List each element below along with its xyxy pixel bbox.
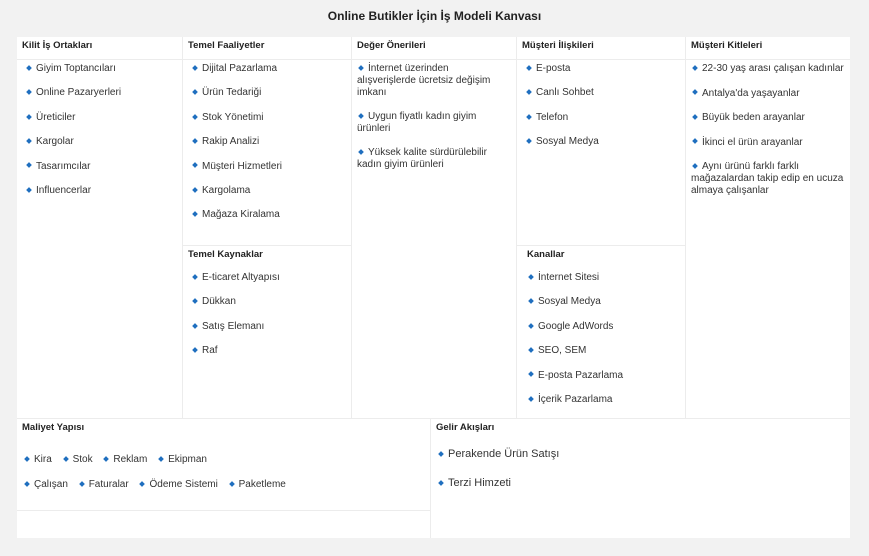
bullet-icon [358, 113, 364, 119]
list-item: Kargolar [25, 136, 176, 148]
bullet-icon [192, 163, 198, 169]
bullet-icon [692, 139, 698, 145]
list-item: Müşteri Hizmetleri [191, 161, 345, 173]
bullet-icon [192, 138, 198, 144]
canvas-title: Online Butikler İçin İş Modeli Kanvası [327, 9, 542, 23]
bullet-icon [192, 114, 198, 120]
bullet-icon [528, 372, 534, 378]
bullet-icon [26, 114, 32, 120]
bullet-icon [438, 451, 444, 457]
list-item: 22-30 yaş arası çalışan kadınlar [691, 63, 844, 75]
bullet-icon [26, 89, 32, 95]
list-item: Aynı ürünü farklı farklı mağazalardan takip edip en ucuza almaya çalışanlar [691, 161, 844, 196]
bullet-icon [526, 114, 532, 120]
cost-structure-heading: Maliyet Yapısı [22, 422, 85, 433]
block-revenue-streams [430, 418, 850, 538]
key-activities-list [191, 63, 345, 234]
block-key-partners [17, 37, 182, 418]
block-key-activities [182, 37, 351, 245]
list-item: Yüksek kalite sürdürülebilir kadın giyim ürünleri [357, 147, 487, 170]
block-customer-relationships [516, 37, 685, 245]
list-item: Terzi Himzeti [437, 476, 559, 505]
bullet-icon [192, 347, 198, 353]
business-model-canvas [17, 37, 850, 538]
channels-heading: Kanallar [527, 249, 565, 260]
bullet-icon [358, 149, 364, 155]
customer-relationships-list [525, 63, 679, 161]
list-item: Paketleme [228, 479, 286, 490]
channels-list [527, 272, 679, 418]
value-propositions-list [357, 63, 510, 183]
bullet-icon [438, 480, 444, 486]
list-item: Google AdWords [527, 321, 679, 333]
list-item: Stok [62, 454, 93, 465]
bullet-icon [192, 187, 198, 193]
block-customer-segments [685, 37, 850, 418]
bullet-icon [140, 481, 146, 487]
bullet-icon [692, 163, 698, 169]
block-value-propositions [351, 37, 516, 418]
list-item: Üreticiler [25, 112, 176, 124]
key-resources-list [191, 272, 345, 370]
list-item: Reklam [102, 454, 147, 465]
bullet-icon [24, 456, 30, 462]
list-item: Ürün Tedariği [191, 87, 345, 99]
bullet-icon [692, 114, 698, 120]
list-item: Sosyal Medya [525, 136, 679, 148]
value-propositions-heading: Değer Önerileri [357, 40, 426, 51]
list-item: İnternet Sitesi [527, 272, 679, 284]
customer-segments-list [691, 63, 844, 210]
list-item: SEO, SEM [527, 345, 679, 357]
list-item: E-posta [525, 63, 679, 75]
key-resources-heading: Temel Kaynaklar [188, 249, 263, 260]
list-item: Rakip Analizi [191, 136, 345, 148]
bullet-icon [26, 138, 32, 144]
customer-segments-heading: Müşteri Kitleleri [691, 40, 763, 51]
bullet-icon [192, 298, 198, 304]
bullet-icon [192, 211, 198, 217]
bullet-icon [79, 481, 85, 487]
list-item: Ödeme Sistemi [138, 479, 217, 490]
list-item: Raf [191, 345, 345, 357]
block-cost-structure [17, 418, 430, 538]
list-item: E-ticaret Altyapısı [191, 272, 345, 284]
list-item: Dükkan [191, 296, 345, 308]
bullet-icon [358, 65, 364, 71]
key-partners-heading: Kilit İş Ortakları [22, 40, 93, 51]
bullet-icon [528, 323, 534, 329]
list-item: Faturalar [78, 479, 129, 490]
list-item: Ekipman [157, 454, 207, 465]
cost-structure-items [23, 454, 424, 504]
list-item: Telefon [525, 112, 679, 124]
list-item: Kira [23, 454, 52, 465]
bullet-icon [526, 138, 532, 144]
list-item: İnternet üzerinden alışverişlerde ücretsiz değişim imkanı [357, 63, 491, 98]
list-item: Tasarımcılar [25, 161, 176, 173]
list-item: Mağaza Kiralama [191, 209, 345, 221]
bullet-icon [229, 481, 235, 487]
bullet-icon [528, 274, 534, 280]
list-item: İçerik Pazarlama [527, 394, 679, 406]
bullet-icon [526, 65, 532, 71]
list-item: Canlı Sohbet [525, 87, 679, 99]
bullet-icon [192, 65, 198, 71]
bullet-icon [528, 396, 534, 402]
list-item: Büyük beden arayanlar [691, 112, 844, 124]
bullet-icon [528, 298, 534, 304]
bullet-icon [26, 187, 32, 193]
bullet-icon [192, 274, 198, 280]
list-item: Stok Yönetimi [191, 112, 345, 124]
bullet-icon [26, 163, 32, 169]
block-channels [516, 245, 685, 418]
key-activities-heading: Temel Faaliyetler [188, 40, 265, 51]
bullet-icon [528, 347, 534, 353]
list-item: Antalya'da yaşayanlar [691, 88, 844, 100]
bullet-icon [526, 89, 532, 95]
list-item: Sosyal Medya [527, 296, 679, 308]
list-item: İkinci el ürün arayanlar [691, 137, 844, 149]
list-item: Giyim Toptancıları [25, 63, 176, 75]
list-item: Uygun fiyatlı kadın giyim ürünleri [357, 111, 477, 134]
bullet-icon [692, 90, 698, 96]
bullet-icon [104, 456, 110, 462]
bullet-icon [63, 456, 69, 462]
bullet-icon [26, 65, 32, 71]
revenue-streams-list [437, 447, 559, 505]
list-item: Çalışan [23, 479, 68, 490]
bullet-icon [192, 89, 198, 95]
list-item: E-posta Pazarlama [527, 370, 679, 382]
revenue-streams-heading: Gelir Akışları [436, 422, 495, 433]
block-key-resources [182, 245, 351, 418]
key-partners-list [25, 63, 176, 209]
bullet-icon [24, 481, 30, 487]
list-item: Dijital Pazarlama [191, 63, 345, 75]
list-item: Influencerlar [25, 185, 176, 197]
bullet-icon [192, 323, 198, 329]
bullet-icon [158, 456, 164, 462]
bullet-icon [692, 65, 698, 71]
list-item: Perakende Ürün Satışı [437, 447, 559, 476]
list-item: Kargolama [191, 185, 345, 197]
list-item: Online Pazaryerleri [25, 87, 176, 99]
customer-relationships-heading: Müşteri İlişkileri [522, 40, 594, 51]
list-item: Satış Elemanı [191, 321, 345, 333]
